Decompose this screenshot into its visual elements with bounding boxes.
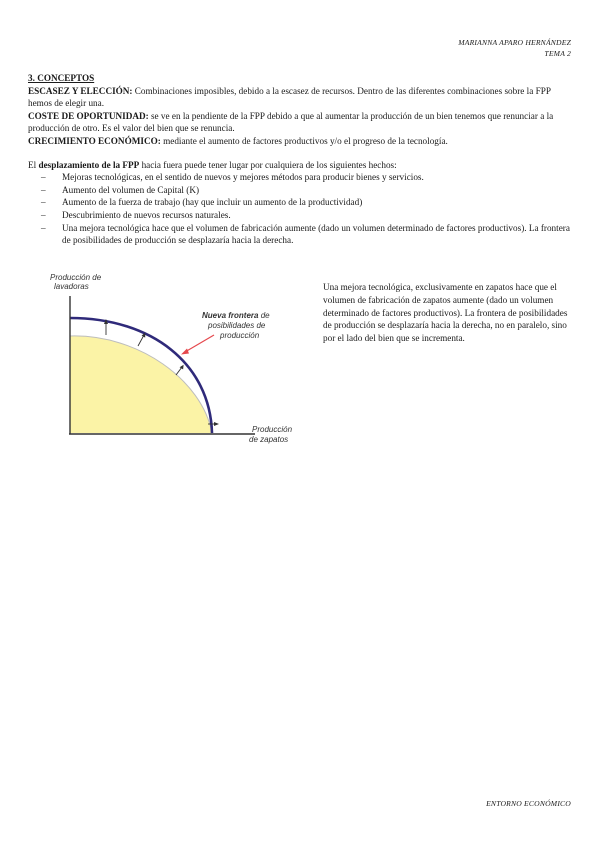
- intro-text-end: hacia fuera puede tener lugar por cualquiera de los siguientes hechos:: [139, 159, 397, 170]
- y-axis-label: Producción de lavadoras: [50, 273, 102, 291]
- definition-term: ESCASEZ Y ELECCIÓN:: [28, 85, 133, 96]
- spacer: [28, 148, 576, 159]
- list-item: – Aumento del volumen de Capital (K): [62, 184, 576, 197]
- x-axis-label: Producción de zapatos: [249, 425, 293, 444]
- definition-text: mediante el aumento de factores productivos y/o el progreso de la tecnología.: [160, 135, 448, 146]
- intro-text-start: El: [28, 159, 39, 170]
- topic-label: TEMA 2: [544, 49, 571, 58]
- definition-text: Combinaciones imposibles, debido a la escasez de recursos. Dentro de las diferentes combinaciones sobre la FPP hemos de elegir una.: [28, 85, 551, 109]
- figure-caption: Una mejora tecnológica, exclusivamente en zapatos hace que el volumen de fabricación de zapatos aumente (dado un volumen determinado de factores productivos). La frontera de posibilidades de producción se desplazaría hacia la derecha, no en paralelo, sino por el lado del bien que se incrementa.: [323, 282, 568, 344]
- factors-list: [28, 171, 576, 247]
- page-header: [458, 37, 571, 59]
- annotation-arrow: [181, 335, 214, 355]
- definition-term: COSTE DE OPORTUNIDAD:: [28, 110, 149, 121]
- definition-text: se ve en la pendiente de la FPP debido a que al aumentar la producción de un bien tenemos que renunciar a la producción de otro. Es el valor del bien que se renuncia.: [28, 110, 554, 134]
- page-footer: ENTORNO ECONÓMICO: [486, 799, 571, 808]
- definition-crecimiento: [28, 135, 576, 148]
- fpp-shift-diagram: [40, 268, 305, 450]
- list-item: – Aumento de la fuerza de trabajo (hay que incluir un aumento de la productividad): [62, 196, 576, 209]
- new-frontier-annotation: Nueva frontera de posibilidades de producción: [202, 311, 270, 340]
- main-content: [28, 72, 576, 247]
- list-item: – Descubrimiento de nuevos recursos naturales.: [62, 209, 576, 222]
- intro-paragraph: [28, 159, 576, 172]
- definition-escasez: [28, 85, 576, 110]
- list-item: – Una mejora tecnológica hace que el volumen de fabricación aumente (dado un volumen determinado de factores productivos). La frontera de posibilidades de producción se desplazaría hacia la derecha.: [62, 222, 576, 247]
- list-item: – Mejoras tecnológicas, en el sentido de nuevos y mejores métodos para producir bienes y servicios.: [62, 171, 576, 184]
- section-title: 3. CONCEPTOS: [28, 73, 95, 83]
- intro-bold-term: desplazamiento de la FPP: [38, 159, 140, 170]
- definition-coste: [28, 110, 576, 135]
- production-possibilities-area: [70, 336, 212, 433]
- definition-term: CRECIMIENTO ECONÓMICO:: [28, 135, 161, 146]
- author-name: MARIANNA APARO HERNÁNDEZ: [458, 38, 571, 47]
